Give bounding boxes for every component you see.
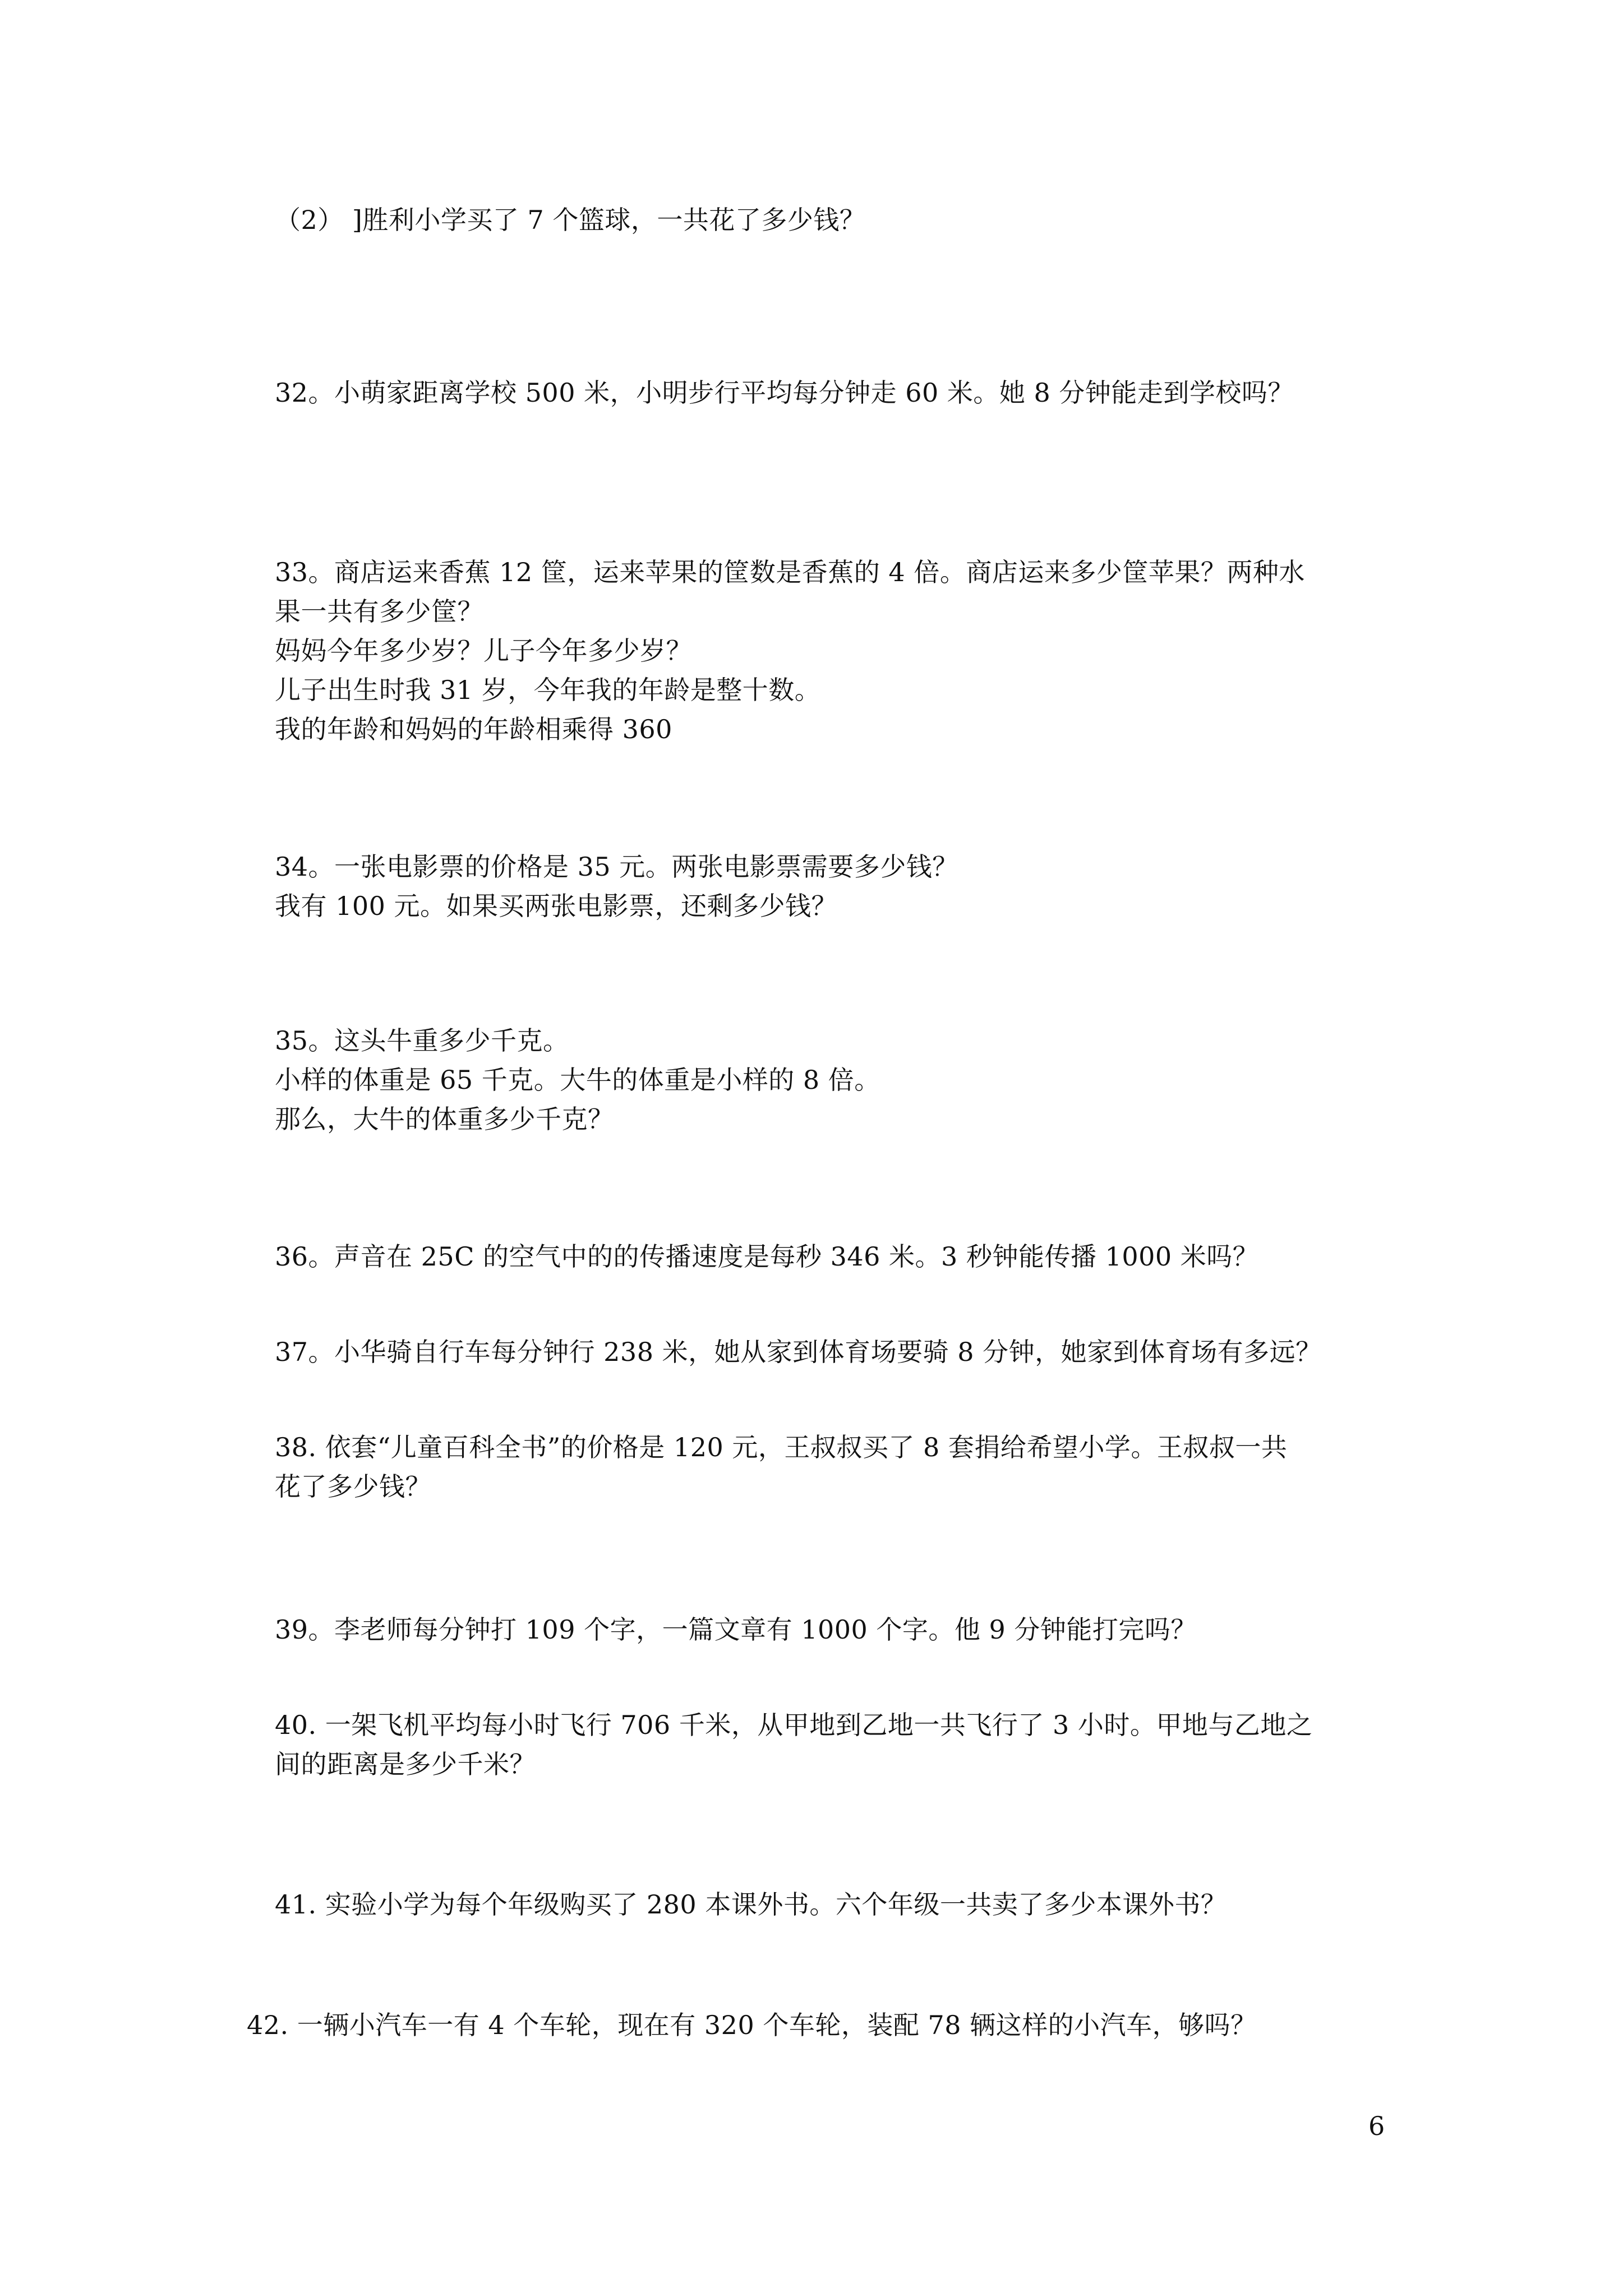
problem-34-line-1: 34。一张电影票的价格是 35 元。两张电影票需要多少钱？ <box>275 852 958 882</box>
problem-41-line-1: 41. 实验小学为每个年级购买了 280 本课外书。六个年级一共卖了多少本课外书？ <box>275 1889 1227 1920</box>
problem-40-line-1: 40. 一架飞机平均每小时飞行 706 千米，从甲地到乙地一共飞行了 3 小时。甲地与乙地之 <box>275 1710 1313 1740</box>
problem-35-line-1: 35。这头牛重多少千克。 <box>275 1025 569 1056</box>
problem-36-line-1: 36。声音在 25C 的空气中的的传播速度是每秒 346 米。3 秒钟能传播 1000 米吗？ <box>275 1241 1259 1272</box>
problem-37-line-1: 37。小华骑自行车每分钟行 238 米，她从家到体育场要骑 8 分钟，她家到体育场有多远？ <box>275 1337 1322 1367</box>
problem-38-line-2: 花了多少钱？ <box>275 1471 431 1502</box>
problem-39-line-1: 39。李老师每分钟打 109 个字，一篇文章有 1000 个字。他 9 分钟能打完吗？ <box>275 1614 1197 1645</box>
problem-34-line-2: 我有 100 元。如果买两张电影票，还剩多少钱？ <box>275 891 838 921</box>
problem-33-line-1: 33。商店运来香蕉 12 筐，运来苹果的筐数是香蕉的 4 倍。商店运来多少筐苹果？两种水 <box>275 557 1305 587</box>
problem-33-line-2: 果一共有多少筐？ <box>275 596 483 627</box>
problem-40-line-2: 间的距离是多少千米？ <box>275 1749 536 1779</box>
problem-35-line-2: 小样的体重是 65 千克。大牛的体重是小样的 8 倍。 <box>275 1065 880 1095</box>
page-number: 6 <box>1368 2111 1385 2141</box>
problem-33-line-5: 我的年龄和妈妈的年龄相乘得 360 <box>275 714 672 744</box>
problem-33-line-3: 妈妈今年多少岁？儿子今年多少岁？ <box>275 636 692 666</box>
problem-42-line-1: 42. 一辆小汽车一有 4 个车轮，现在有 320 个车轮，装配 78 辆这样的小汽车，够吗？ <box>247 2010 1257 2040</box>
problem-35-line-3: 那么，大牛的体重多少千克？ <box>275 1104 614 1134</box>
problem-31-2-line-1: （2） ]胜利小学买了 7 个篮球，一共花了多少钱？ <box>275 205 866 235</box>
problem-38-line-1: 38. 依套“儿童百科全书”的价格是 120 元，王叔叔买了 8 套捐给希望小学。王叔叔一共 <box>275 1432 1288 1462</box>
problem-32-line-1: 32。小萌家距离学校 500 米，小明步行平均每分钟走 60 米。她 8 分钟能走到学校吗？ <box>275 378 1294 408</box>
problem-33-line-4: 儿子出生时我 31 岁，今年我的年龄是整十数。 <box>275 675 821 705</box>
